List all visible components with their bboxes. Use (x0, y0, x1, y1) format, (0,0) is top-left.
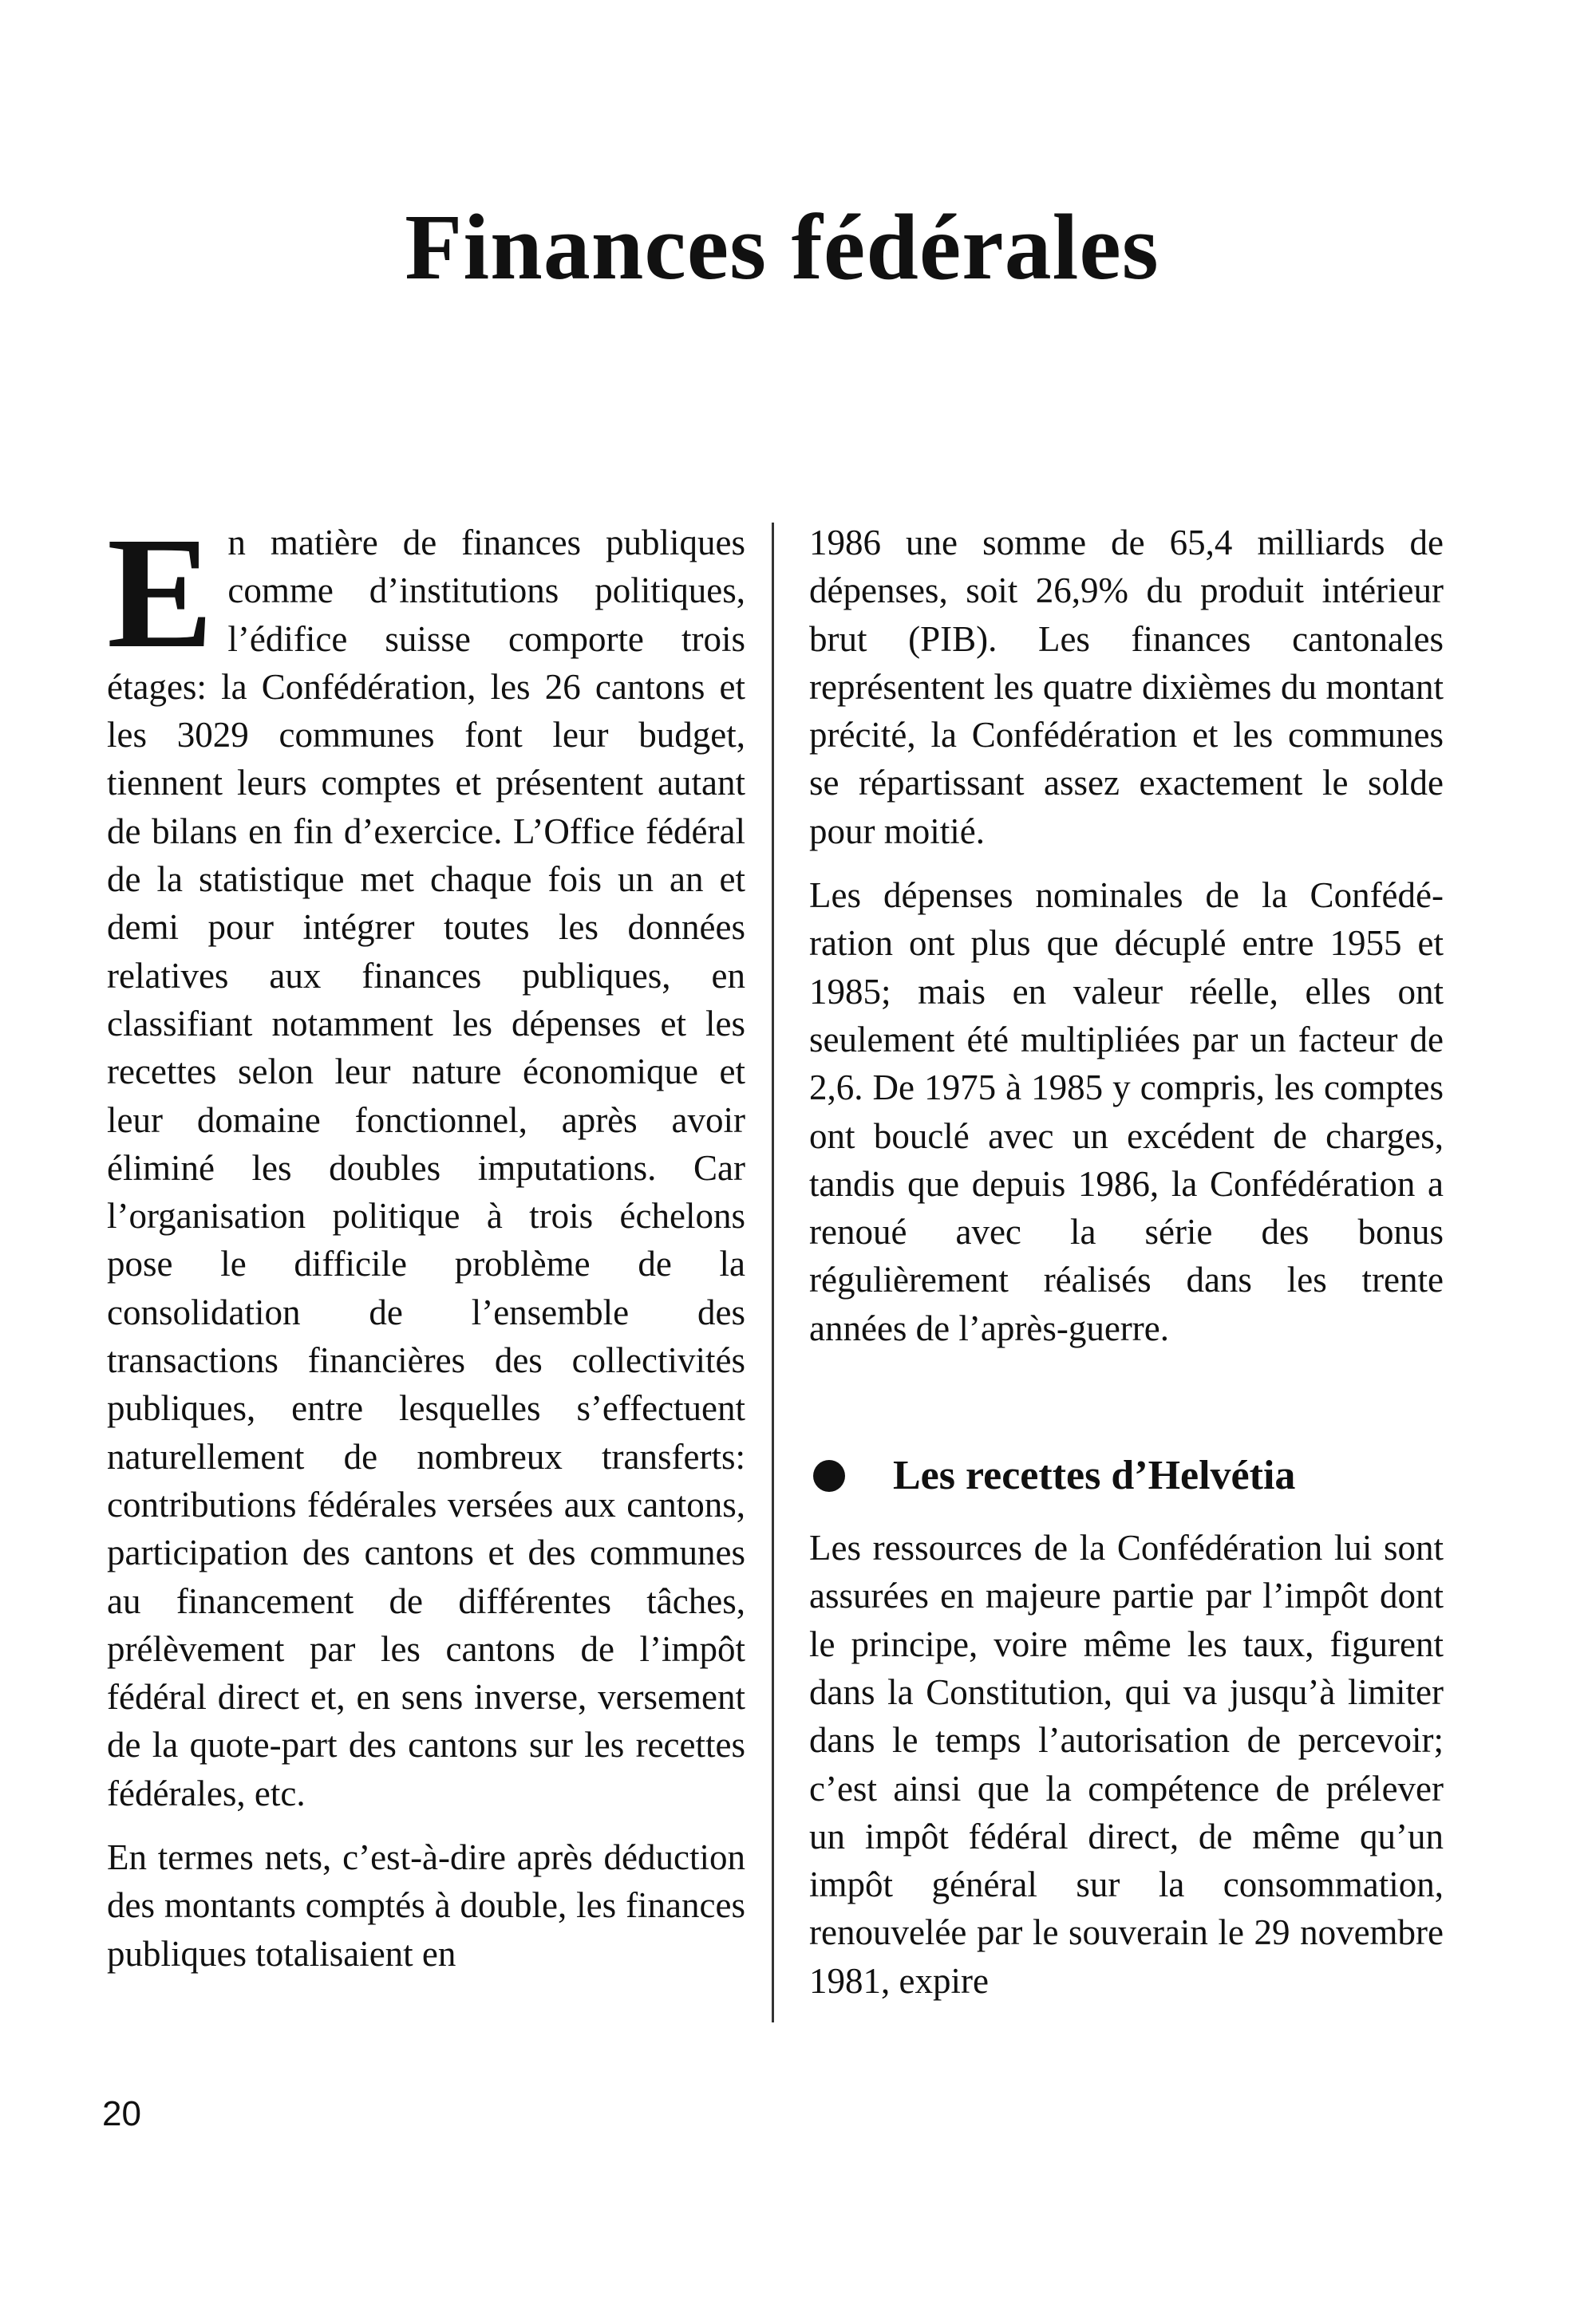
page-title: Finances fédérales (405, 195, 1159, 299)
bullet-icon (813, 1460, 845, 1492)
intro-paragraph (107, 505, 745, 1817)
intro-paragraph-text: n matière de finances publiques comme d’institutions politiques, l’édifice suisse comporte trois étages: la Confédération, les 26 cantons et les 3029 communes font leur budget, tiennent leurs comptes et présentent autant de bilans en fin d’exercice. L’Office fédéral de la statistique met chaque fois un an et demi pour intégrer toutes les données relatives aux finances publiques, en classifiant notamment les dépenses et les recettes selon leur nature économique et leur domaine fonctionnel, après avoir éliminé les doubles imputations. Car l’organisation politique à trois échelons pose le difficile problème de la consolidation de l’ensemble des transactions financières des collectivités publiques, entre lesquelles s’effectuent naturellement de nombreux transferts: contributions fédérales versées aux cantons, participation des cantons et des communes au financement de différentes tâches, prélèvement par les cantons de l’impôt fédéral direct et, en sens inverse, versement de la quote-part des cantons sur les recettes fédérales, etc. (107, 523, 745, 1813)
net-terms-paragraph: En termes nets, c’est-à-dire après déduction des montants comptés à double, les finances publiques totalisaient en (107, 1837, 745, 1974)
drop-cap: E (107, 505, 214, 681)
expenses-paragraph: Les dépenses nominales de la Confédération ont plus que décuplé entre 1955 et 1985; mais en valeur réelle, elles ont seulement été multipliées par un facteur de 2,6. De 1975 à 1985 y compris, les comptes ont bouclé avec un excédent de charges, tandis que depuis 1986, la Confédération a renoué avec la série des bonus régulièrement réalisés dans les trente années de l’après-guerre. (809, 875, 1444, 1348)
column-divider (772, 523, 774, 2022)
right-column (809, 519, 1444, 2021)
section-heading (809, 1452, 1444, 1500)
page-number: 20 (102, 2094, 141, 2133)
revenues-paragraph: Les ressources de la Confédération lui sont assurées en majeure partie par l’impôt dont le principe, voire même les taux, figurent dans la Constitution, qui va jusqu’à limiter dans le temps l’autorisation de percevoir; c’est ainsi que la compétence de prélever un impôt fédéral direct, de même qu’un impôt général sur la consommation, renouvelée par le souverain le 29 novembre 1981, expire (809, 1528, 1444, 2001)
totals-paragraph: 1986 une somme de 65,4 milliards de dépenses, soit 26,9% du produit intérieur brut (PIB). Les finances cantonales représentent les quatre dixièmes du montant précité, la Confédération et les communes se répartissant assez exactement le solde pour moitié. (809, 523, 1444, 851)
left-column (107, 505, 745, 1994)
section-heading-text: Les recettes d’Helvétia (893, 1453, 1296, 1499)
